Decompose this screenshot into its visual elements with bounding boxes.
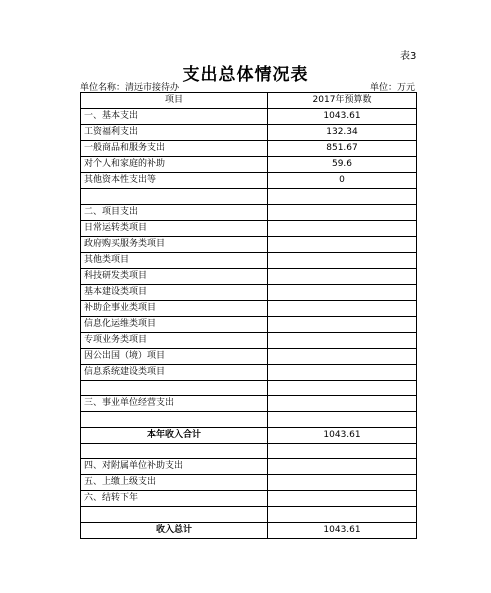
table-row <box>81 507 417 523</box>
row-item-label <box>81 380 268 396</box>
header-item: 项目 <box>81 93 268 109</box>
row-budget-value <box>268 348 417 364</box>
row-item-label: 收入总计 <box>81 522 268 538</box>
row-item-label: 一般商品和服务支出 <box>81 141 268 157</box>
row-item-label: 补助企事业类项目 <box>81 300 268 316</box>
row-budget-value <box>268 475 417 491</box>
unit-name-label: 单位名称：清远市接待办 <box>80 83 180 93</box>
row-item-label: 科技研发类项目 <box>81 268 268 284</box>
row-budget-value <box>268 316 417 332</box>
table-header-row <box>81 93 417 109</box>
table-row <box>81 475 417 491</box>
row-item-label: 六、结转下年 <box>81 491 268 507</box>
row-budget-value <box>268 380 417 396</box>
table-row <box>81 522 417 538</box>
table-row <box>81 491 417 507</box>
row-item-label: 四、对附属单位补助支出 <box>81 459 268 475</box>
table-row <box>81 173 417 189</box>
row-budget-value: 59.6 <box>268 157 417 173</box>
row-item-label <box>81 507 268 523</box>
row-budget-value <box>268 507 417 523</box>
row-item-label: 三、事业单位经营支出 <box>81 396 268 412</box>
table-row <box>81 348 417 364</box>
row-budget-value: 1043.61 <box>268 427 417 443</box>
row-budget-value: 0 <box>268 173 417 189</box>
table-row <box>81 236 417 252</box>
table-row <box>81 364 417 380</box>
row-budget-value <box>268 364 417 380</box>
row-item-label: 工资福利支出 <box>81 125 268 141</box>
table-row <box>81 396 417 412</box>
table-row <box>81 252 417 268</box>
table-row <box>81 109 417 125</box>
table-row <box>81 125 417 141</box>
row-budget-value: 1043.61 <box>268 109 417 125</box>
row-item-label <box>81 443 268 459</box>
row-budget-value: 132.34 <box>268 125 417 141</box>
row-budget-value: 851.67 <box>268 141 417 157</box>
table-row <box>81 220 417 236</box>
row-budget-value <box>268 412 417 428</box>
table-row <box>81 332 417 348</box>
table-row <box>81 316 417 332</box>
row-item-label: 二、项目支出 <box>81 204 268 220</box>
row-item-label: 对个人和家庭的补助 <box>81 157 268 173</box>
row-budget-value <box>268 268 417 284</box>
row-budget-value <box>268 204 417 220</box>
row-item-label: 五、上缴上级支出 <box>81 475 268 491</box>
row-item-label: 其他资本性支出等 <box>81 173 268 189</box>
row-budget-value <box>268 252 417 268</box>
table-row <box>81 380 417 396</box>
table-row <box>81 141 417 157</box>
row-budget-value <box>268 443 417 459</box>
currency-unit-label: 单位：万元 <box>369 83 415 93</box>
row-budget-value <box>268 300 417 316</box>
row-item-label: 因公出国（境）项目 <box>81 348 268 364</box>
table-row <box>81 427 417 443</box>
row-budget-value <box>268 396 417 412</box>
expenditure-table <box>80 92 417 539</box>
page-label: 表3 <box>400 51 417 62</box>
row-item-label <box>81 189 268 205</box>
row-item-label: 信息化运维类项目 <box>81 316 268 332</box>
table-row <box>81 268 417 284</box>
row-budget-value <box>268 220 417 236</box>
row-item-label: 日常运转类项目 <box>81 220 268 236</box>
row-budget-value <box>268 332 417 348</box>
row-budget-value <box>268 459 417 475</box>
table-row <box>81 443 417 459</box>
table-row <box>81 204 417 220</box>
header-budget: 2017年预算数 <box>268 93 417 109</box>
table-row <box>81 300 417 316</box>
table-row <box>81 459 417 475</box>
row-item-label: 专项业务类项目 <box>81 332 268 348</box>
row-item-label: 一、基本支出 <box>81 109 268 125</box>
row-item-label: 本年收入合计 <box>81 427 268 443</box>
unit-row <box>80 80 415 92</box>
row-item-label: 其他类项目 <box>81 252 268 268</box>
row-budget-value <box>268 284 417 300</box>
table-row <box>81 284 417 300</box>
row-item-label: 信息系统建设类项目 <box>81 364 268 380</box>
table-row <box>81 412 417 428</box>
row-budget-value <box>268 236 417 252</box>
row-budget-value <box>268 491 417 507</box>
page-title: 支出总体情况表 <box>182 65 309 85</box>
row-budget-value <box>268 189 417 205</box>
row-budget-value: 1043.61 <box>268 522 417 538</box>
table-row <box>81 189 417 205</box>
table-body <box>81 109 417 539</box>
row-item-label: 政府购买服务类项目 <box>81 236 268 252</box>
table-row <box>81 157 417 173</box>
row-item-label: 基本建设类项目 <box>81 284 268 300</box>
row-item-label <box>81 412 268 428</box>
